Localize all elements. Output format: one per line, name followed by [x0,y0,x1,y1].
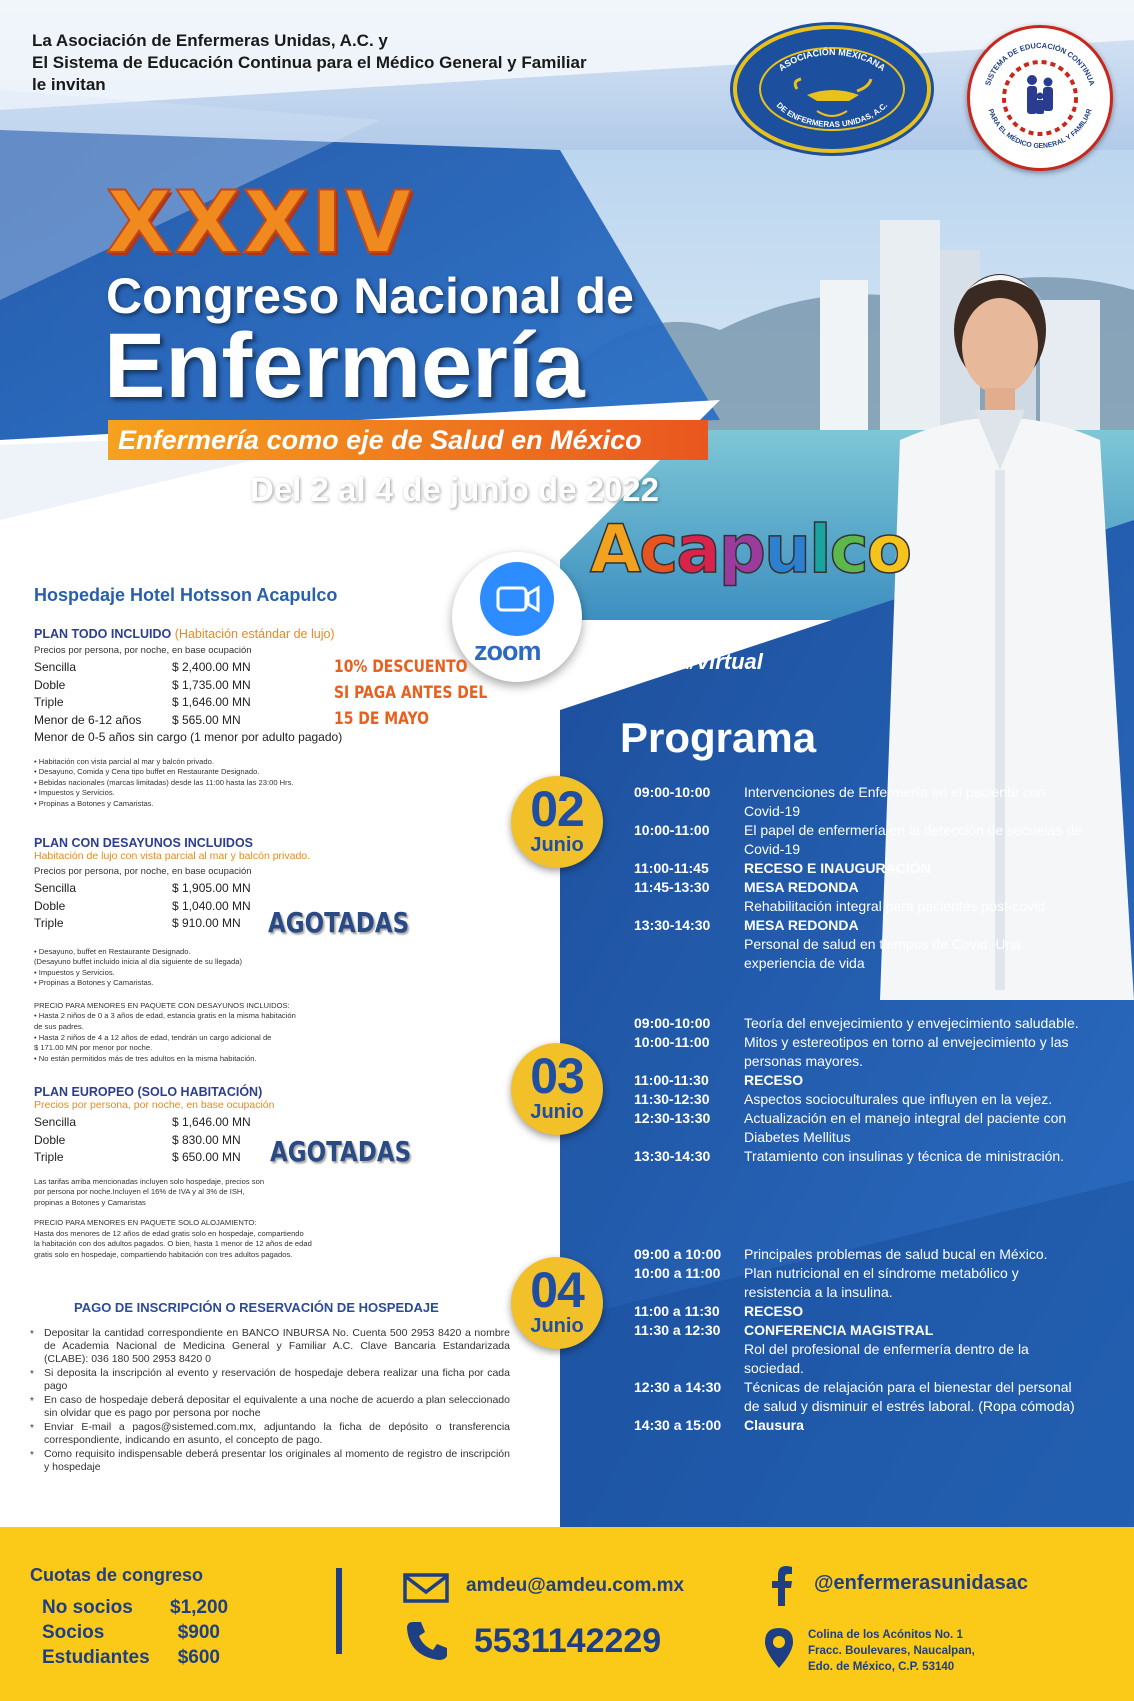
svg-text:DE ENFERMERAS UNIDAS, A.C. [775,101,890,129]
zoom-label: zoom [474,636,541,666]
plan-breakfast [34,836,310,1064]
minor-line: PRECIO PARA MENORES EN PAQUETE CON DESAYUNOS INCLUIDOS: [34,1000,290,1010]
payment-item: * Enviar E-mail a pagos@sistemed.com.mx, adjuntando la ficha de depósito o transferencia correspondiente, indicando en asunto, el concepto de pago. [28,1421,510,1447]
discount-line: SI PAGA ANTES DEL [334,683,488,703]
schedule-row: Personal de salud en tiempos de Covid. Una experiencia de vida [744,936,1022,971]
amdeu-logo-top-text: ASOCIACIÓN MEXICANA [776,46,888,73]
discount-note [334,654,487,732]
payment-instructions [28,1327,510,1475]
amdeu-logo [733,25,931,153]
contact-phone[interactable]: 5531142229 [474,1622,662,1660]
svg-text:PARA EL MÉDICO GENERAL Y FAMIL [986,108,1093,150]
schedule-row: 11:00-11:30 RECESO [634,1072,804,1088]
payment-item: * Si deposita la inscripción al evento y reservación de hospedaje debera realizar una ficha por cada pago [28,1367,510,1393]
free-minor-note: Menor de 0-5 años sin cargo (1 menor por adulto pagado) [34,730,343,744]
minor-line: Hasta dos menores de 12 años de edad gratis solo en hospedaje, compartiendo [34,1228,304,1238]
day-number: 02 [530,781,584,837]
minor-line: PRECIO PARA MENORES EN PAQUETE SOLO ALOJAMIENTO: [34,1218,257,1228]
bullet: • Bebidas nacionales (marcas limitadas) desde las 11:00 hasta las 23:00 Hrs. [34,777,294,787]
plan-bullets [34,947,310,989]
schedule-row: 12:30 a 14:30 Técnicas de relajación para el bienestar del personal de salud y disminuir el estrés laboral. (Ropa cómoda) [634,1379,1075,1414]
schedule-day-1 [634,783,1084,973]
quota-row: Socios $900 [42,1622,220,1643]
city-wordmark [590,511,911,588]
city-letter: c [829,511,867,588]
bullet: • Propinas a Botones y Camaristas. [34,798,154,808]
attendance-mode [588,649,763,675]
congress-title-line1: Congreso Nacional de [106,268,634,324]
schedule-row: 10:00-11:00 Mitos y estereotipos en torno al envejecimiento y las personas mayores. [634,1034,1069,1069]
rate-row: Triple $ 910.00 MN [34,916,241,930]
rate-row: Doble $ 830.00 MN [34,1132,241,1147]
plan-name: PLAN EUROPEO (SOLO HABITACIÓN) [34,1085,263,1099]
event-dates: Del 2 al 4 de junio de 2022 [250,471,660,508]
note-line: por persona por noche.Incluyen el 16% de IVA y al 3% de ISH, [34,1187,245,1197]
rate-row: Menor de 6-12 años $ 565.00 MN [34,712,241,727]
schedule-day-3 [634,1245,1084,1435]
day-month: Junio [530,834,584,856]
minor-line: gratis solo en hospedaje, compartiendo habitación con tres adultos pagados. [34,1250,293,1260]
schedule-row: 11:45-13:30 MESA REDONDA [634,879,859,895]
rate-row: Doble $ 1,040.00 MN [34,898,251,913]
day-badge [511,1257,603,1349]
plan-title [34,627,342,641]
schedule-row: Rol del profesional de enfermería dentro de la sociedad. [744,1341,1029,1376]
day-number: 03 [530,1048,584,1104]
congress-title-line2: Enfermería [104,315,585,417]
city-letter: a [676,511,719,588]
congress-number: XXXIV [106,173,414,273]
minor-line: • Hasta 2 niños de 4 a 12 años de edad, tendrán un cargo adicional de [34,1032,272,1042]
rate-notes [34,1177,312,1209]
plan-name: PLAN CON DESAYUNOS INCLUIDOS [34,836,254,850]
discount-line: 10% DESCUENTO [334,657,468,677]
payment-title: PAGO DE INSCRIPCIÓN O RESERVACIÓN DE HOSPEDAJE [74,1300,439,1315]
schedule-row: 13:30-14:30 MESA REDONDA [634,917,859,933]
day-number: 04 [530,1262,584,1318]
city-letter: u [764,511,810,588]
rate-row: Triple $ 1,646.00 MN [34,695,251,709]
amdeu-logo-bottom-text: DE ENFERMERAS UNIDAS, A.C. [774,100,890,130]
bullet: • Desayuno, buffet en Restaurante Designado. [34,946,191,956]
payment-item: * En caso de hospedaje deberá depositar el equivalente a una noche de acuerdo a plan seleccionado sin olvidar que es pago por persona por noche [28,1394,510,1420]
facebook-handle[interactable]: @enfermerasunidasac [814,1572,1029,1594]
day-month: Junio [530,1101,584,1123]
plan-bullets [34,757,342,810]
address-line: Fracc. Boulevares, Naucalpan, [808,1645,975,1657]
schedule-row: 11:30 a 12:30 CONFERENCIA MAGISTRAL [634,1322,934,1338]
schedule-row: 09:00-10:00 Intervenciones de Enfermería en el paciente con Covid-19 [634,784,1046,819]
mode-virtual: virtual [696,649,763,674]
city-letter: A [590,511,640,588]
plan-name: PLAN TODO INCLUIDO [34,627,172,641]
schedule-row: 10:00-11:00 El papel de enfermería en la detección de secuelas de Covid-19 [634,822,1082,857]
price-basis: Precios por persona, por noche, en base ocupación [34,866,252,877]
minor-rates [34,1218,312,1260]
bullet: • Propinas a Botones y Camaristas. [34,978,154,988]
lamp-icon [795,79,871,116]
inviter-line: le invitan [32,75,106,94]
minor-rates [34,1001,310,1065]
city-letter: o [866,511,911,588]
bullet: • Impuestos y Servicios. [34,788,115,798]
minor-line: la habitación con dos adultos pagados. O bien, hasta 1 menor de 12 años de edad [34,1239,312,1249]
family-icon [1027,75,1053,114]
plan-note: (Habitación estándar de lujo) [174,627,335,641]
plan-all-inclusive [34,627,342,809]
mode-presencial: Presencial/ [588,649,697,674]
quota-title: Cuotas de congreso [30,1565,204,1585]
sem-logo [967,25,1113,171]
schedule-row: 12:30-13:30 Actualización en el manejo integral del paciente con Diabetes Mellitus [634,1110,1067,1145]
note-line: Las tarifas arriba mencionadas incluyen solo hospedaje, precios son [34,1176,265,1186]
note-line: propinas a Botones y Camaristas [34,1197,146,1207]
rate-row: Sencilla $ 2,400.00 MN [34,660,251,674]
address-line: Edo. de México, C.P. 53140 [808,1661,955,1673]
plan-european [34,1085,312,1261]
minor-line: de sus padres. [34,1022,84,1032]
price-basis: Precios por persona, por noche, en base ocupación [34,645,252,656]
svg-text:ASOCIACIÓN MEXICANA [777,46,888,73]
sem-logo-top-text: SISTEMA DE EDUCACIÓN CONTINUA [983,40,1097,87]
schedule-row: 10:00 a 11:00 Plan nutricional en el síndrome metabólico y resistencia a la insulina. [634,1265,1019,1300]
building [880,220,940,430]
inviter-line: La Asociación de Enfermeras Unidas, A.C. y [32,31,388,50]
sold-out-label: AGOTADAS [270,1135,412,1168]
svg-text:SISTEMA DE EDUCACIÓN CONTINUA [983,41,1097,87]
plan-sub: Habitación de lujo con vista parcial al mar y balcón privado. [34,850,311,862]
congress-subtitle: Enfermería como eje de Salud en México [118,425,642,455]
plan-sub: Precios por persona, por noche, en base ocupación [34,1099,275,1111]
schedule-row: 11:00 a 11:30 RECESO [634,1303,804,1319]
bullet: • Habitación con vista parcial al mar y balcón privado. [34,756,214,766]
schedule-row: 09:00-10:00 Teoría del envejecimiento y envejecimiento saludable. [634,1015,1079,1031]
inviter-text [32,30,587,96]
facebook-icon [770,1566,794,1606]
bullet: • Desayuno, Comida y Cena tipo buffet en Restaurante Designado. [34,767,260,777]
location-pin-icon [763,1626,795,1670]
schedule-row: 14:30 a 15:00 Clausura [634,1417,804,1433]
schedule-day-2 [634,1014,1104,1166]
payment-item: * Depositar la cantidad correspondiente en BANCO INBURSA No. Cuenta 500 2953 8420 a nombre de Academia Nacional de Medicina General y Familiar A.C. Clave Bancaria Estandarizada (CLABE): 036 180 500 2953 8420 0 [28,1327,510,1366]
envelope-icon [403,1572,449,1604]
program-heading: Programa [620,714,817,761]
address [808,1627,975,1675]
schedule-row: 09:00 a 10:00 Principales problemas de salud bucal en México. [634,1246,1048,1262]
minor-line: • Hasta 2 niños de 0 a 3 años de edad, estancia gratis en la misma habitación [34,1011,296,1021]
sold-out-label: AGOTADAS [268,906,410,939]
payment-item: * Como requisito indispensable deberá presentar los originales al momento de registro de inscripción y hospedaje [28,1448,510,1474]
hotel-heading: Hospedaje Hotel Hotsson Acapulco [34,585,338,605]
sem-logo-bottom-text: PARA EL MÉDICO GENERAL Y FAMILIAR [986,108,1094,151]
city-letter: c [639,511,677,588]
schedule-row: 13:30-14:30 Tratamiento con insulinas y técnica de ministración. [634,1148,1065,1164]
bullet: (Desayuno buffet incluido inicia al día siguiente de su llegada) [34,957,242,967]
rate-row: Triple $ 650.00 MN [34,1150,241,1164]
phone-icon [405,1618,449,1662]
rate-row: Sencilla $ 1,646.00 MN [34,1115,251,1129]
rate-row: Doble $ 1,735.00 MN [34,677,251,692]
rate-row: Sencilla $ 1,905.00 MN [34,881,251,895]
day-badge [511,776,603,868]
schedule-row: 11:00-11:45 RECESO E INAUGURACIÓN [634,860,931,876]
address-line: Colina de los Acónitos No. 1 [808,1629,963,1641]
inviter-line: El Sistema de Educación Continua para el Médico General y Familiar [32,53,587,72]
footer-divider [336,1568,342,1654]
discount-line: 15 DE MAYO [334,709,429,729]
quota-row: Estudiantes $600 [42,1647,220,1668]
city-letter: p [718,511,765,588]
bullet: • Impuestos y Servicios. [34,967,115,977]
minor-line: • No están permitidos más de tres adultos en la misma habitación. [34,1053,257,1063]
rate-table [34,659,342,747]
quota-row: No socios $1,200 [42,1597,229,1618]
day-month: Junio [530,1315,584,1337]
schedule-row: 11:30-12:30 Aspectos socioculturales que influyen en la vejez. [634,1091,1053,1107]
city-letter: l [809,511,830,588]
minor-line: $ 171.00 MN por menor por noche. [34,1043,153,1053]
contact-email[interactable]: amdeu@amdeu.com.mx [466,1575,685,1596]
day-badge [511,1043,603,1135]
quota-table [42,1595,229,1670]
schedule-row: Rehabilitación integral para pacientes post-covid [744,898,1046,914]
video-camera-icon [480,562,554,636]
